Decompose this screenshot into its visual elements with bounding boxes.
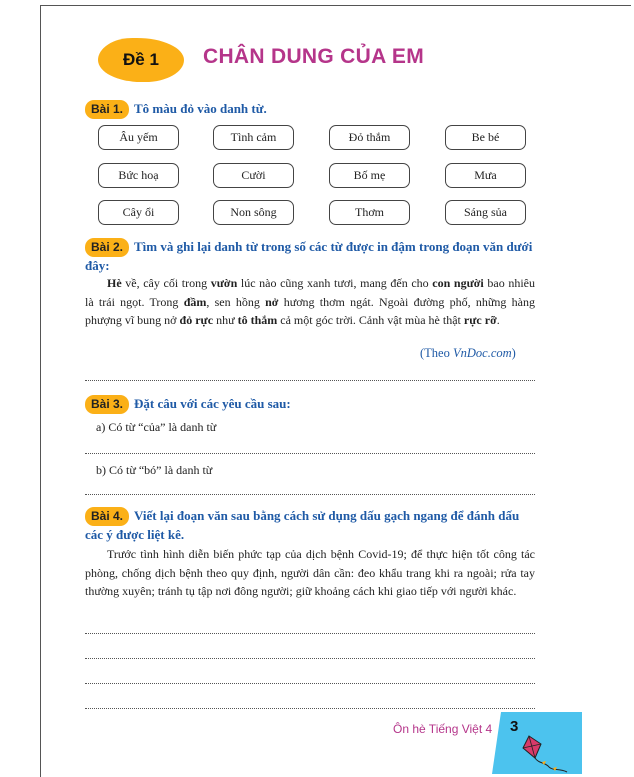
text-run: . — [496, 313, 500, 327]
word-grid — [98, 125, 526, 227]
de-badge — [98, 38, 184, 82]
answer-line[interactable] — [85, 633, 535, 634]
bai3-instruction: Đặt câu với các yêu cầu sau: — [134, 396, 291, 411]
word-box[interactable]: Đỏ thắm — [329, 125, 410, 150]
bai4-paragraph — [85, 545, 535, 601]
bold-word: vườn — [210, 276, 238, 290]
answer-line[interactable] — [85, 708, 535, 709]
answer-line[interactable] — [85, 380, 535, 381]
bold-word: đỏ rực — [179, 313, 214, 327]
page-title: CHÂN DUNG CỦA EM — [203, 45, 425, 68]
bai2-instruction: Tìm và ghi lại danh từ trong số các từ được in đậm trong đoạn văn dưới đây: — [85, 239, 533, 273]
word-box[interactable]: Tình cảm — [213, 125, 294, 150]
word-box[interactable]: Cây ổi — [98, 200, 179, 225]
bai2-paragraph — [85, 274, 535, 330]
text-run: , sen hồng — [206, 294, 266, 309]
word-box[interactable]: Thơm — [329, 200, 410, 225]
source-name: VnDoc.com — [452, 346, 512, 360]
word-box[interactable]: Be bé — [445, 125, 526, 150]
answer-line[interactable] — [85, 683, 535, 684]
bai4-text: Trước tình hình diễn biến phức tạp của dịch bệnh Covid-19; để thực hiện tốt công tác phòng, chống dịch bệnh theo quy định, người dân cần: đeo khẩu trang khi ra ngoài; rửa tay thường xuyên; tránh tụ tập nơi đông người; giữ khoảng cách khi giao tiếp với người khác. — [85, 547, 535, 598]
word-box[interactable]: Bức hoạ — [98, 163, 179, 188]
text-run: hương thơm ngát. Ngoài đường phố, những hàng phượng vĩ bung nở — [85, 294, 536, 327]
bold-word: Hè — [107, 276, 122, 290]
word-box[interactable]: Sáng sủa — [445, 200, 526, 225]
word-box[interactable]: Bố mẹ — [329, 163, 410, 188]
answer-line[interactable] — [85, 494, 535, 495]
word-box[interactable]: Cười — [213, 163, 294, 188]
bai1-instruction: Tô màu đỏ vào danh từ. — [134, 101, 267, 116]
bai3-heading — [85, 395, 291, 414]
bold-word: nở — [265, 294, 279, 309]
kite-icon — [515, 734, 570, 774]
answer-line[interactable] — [85, 658, 535, 659]
page-number: 3 — [510, 718, 519, 735]
bai2-label: Bài 2. — [85, 238, 129, 257]
bai4-label: Bài 4. — [85, 507, 129, 526]
text-run: về, cây cối trong — [121, 276, 211, 290]
bai3-item-a: a) Có từ “của” là danh từ — [96, 420, 217, 434]
text-run: lúc nào cũng xanh tươi, mang đến cho — [237, 276, 433, 290]
bai4-instruction: Viết lại đoạn văn sau bằng cách sử dụng dấu gạch ngang để đánh dấu các ý được liệt kê. — [85, 508, 520, 542]
word-box[interactable]: Non sông — [213, 200, 294, 225]
bai3-item-b: b) Có từ “bó” là danh từ — [96, 463, 213, 477]
text-run: cả một góc trời. Cảnh vật mùa hè thật — [277, 313, 464, 327]
bai4-heading — [85, 507, 535, 543]
text-run: bao nhiêu là trái ngọt. Trong — [85, 276, 536, 309]
page-frame — [40, 5, 631, 777]
answer-line[interactable] — [85, 453, 535, 454]
bai1-label: Bài 1. — [85, 100, 129, 119]
footer-book-title: Ôn hè Tiếng Việt 4 — [393, 722, 493, 736]
de-label: Đề 1 — [123, 50, 159, 69]
source-credit — [420, 346, 516, 361]
source-suffix: ) — [511, 346, 516, 360]
bold-word: rực rỡ — [463, 313, 497, 327]
word-box[interactable]: Âu yếm — [98, 125, 179, 150]
text-run: như — [213, 313, 238, 327]
bai3-label: Bài 3. — [85, 395, 129, 414]
source-prefix: (Theo — [420, 346, 453, 360]
bold-word: con người — [432, 276, 484, 290]
bai1-heading — [85, 100, 267, 119]
bold-word: tô thắm — [237, 313, 278, 327]
bold-word: đầm — [183, 294, 207, 309]
word-box[interactable]: Mưa — [445, 163, 526, 188]
bai2-heading — [85, 238, 535, 274]
